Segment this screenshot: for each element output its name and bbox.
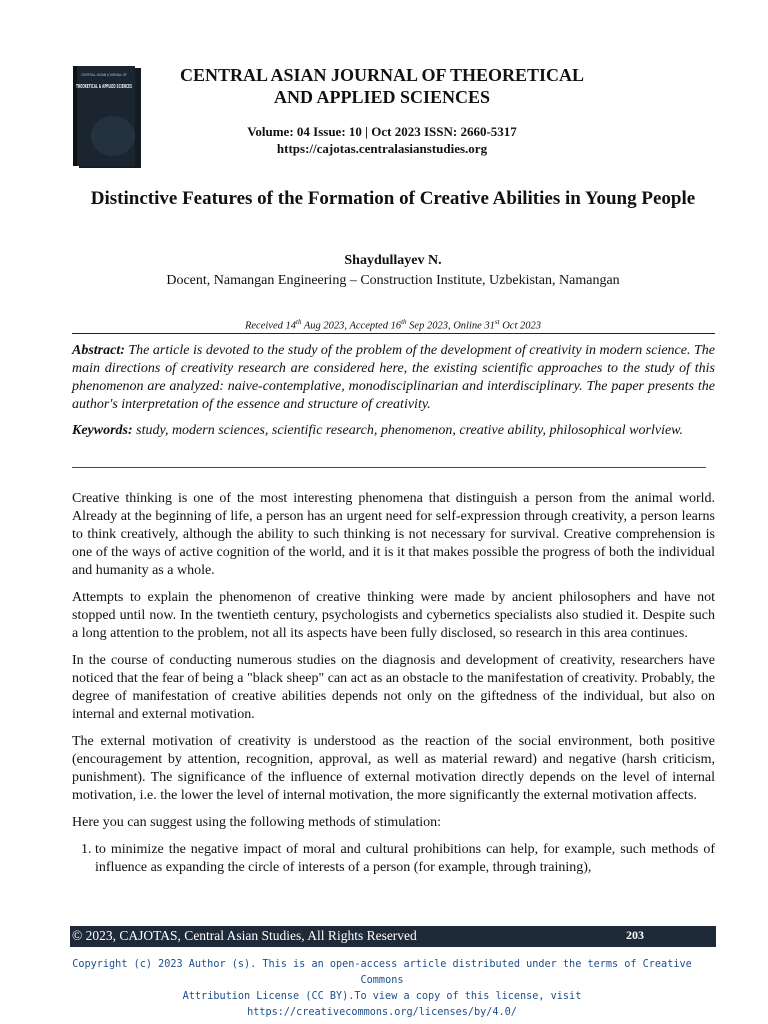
body-paragraph: The external motivation of creativity is understood as the reaction of the social environment, both positive (encouragement by attention, recognition, approval, as well as material reward) and negative (harsh criticism, punishment). The significance of the influence of external motivation directly depends on the level of internal motivation, i.e. the lower the level of internal motivation, the more significantly the external motivation affects. bbox=[72, 734, 715, 803]
abstract bbox=[72, 342, 715, 414]
journal-title-line1: CENTRAL ASIAN JOURNAL OF THEORETICAL bbox=[179, 65, 585, 85]
journal-issue: Volume: 04 Issue: 10 | Oct 2023 ISSN: 2660-5317 bbox=[247, 124, 517, 139]
body-paragraph: Here you can suggest using the following methods of stimulation: bbox=[72, 815, 442, 830]
header-divider bbox=[72, 333, 715, 334]
page-number: 203 bbox=[626, 928, 644, 942]
body-paragraph: Creative thinking is one of the most interesting phenomena that distinguish a person from the animal world. Already at the beginning of life, a person has an urgent need for self-expression through creativity, a person learns to think creatively, although the ability to such thinking is not necessary for survival. Creative comprehension is one of the ways of active cognition of the world, and it is it that makes possible the progress of both the individual and humanity as a whole. bbox=[72, 491, 715, 578]
journal-url[interactable]: https://cajotas.centralasianstudies.org bbox=[276, 141, 488, 156]
received-dates bbox=[80, 318, 706, 332]
keywords-divider bbox=[72, 467, 706, 468]
license-line2[interactable]: Attribution License (CC BY).To view a copy of this license, visit https://creativecommons.org/licenses/by/4.0/ bbox=[182, 991, 582, 1018]
footer-bar bbox=[70, 926, 716, 947]
article-title: Distinctive Features of the Formation of Creative Abilities in Young People bbox=[90, 188, 696, 209]
keywords-label: Keywords: bbox=[72, 423, 133, 438]
body-paragraph: In the course of conducting numerous studies on the diagnosis and development of creativity, researchers have noticed that the fear of being a "black sheep" can act as an obstacle to the manifestation of creativity. Probably, the degree of manifestation of creative abilities depends not only on the giftedness of the individual, but also on internal and external motivation. bbox=[72, 653, 715, 722]
cover-text-small: CENTRAL ASIAN JOURNAL OF bbox=[80, 73, 128, 77]
abstract-text: The article is devoted to the study of the problem of the development of creativity in modern science. The main directions of creativity research are considered here, the existing scientific approaches to the study of this phenomenon are analyzed: naive-contemplative, monodisciplinarian and interdisciplinary. The paper presents the author's interpretation of the essence and structure of creativity. bbox=[72, 343, 715, 412]
online-sup: st bbox=[494, 318, 500, 326]
author-name: Shaydullayev N. bbox=[344, 253, 442, 268]
author-affiliation: Docent, Namangan Engineering – Construction Institute, Uzbekistan, Namangan bbox=[166, 273, 620, 288]
received-sup: th bbox=[296, 318, 302, 326]
svg-text:THEORETICAL & APPLIED SCIENCES bbox=[76, 84, 132, 90]
cover-text-main: THEORETICAL & APPLIED SCIENCES bbox=[76, 84, 133, 90]
accepted-text: Aug 2023, Accepted 16 bbox=[301, 320, 402, 332]
license-notice bbox=[70, 957, 694, 1021]
journal-cover-image bbox=[73, 66, 141, 168]
list-item: 1. to minimize the negative impact of moral and cultural prohibitions can help, for example, such methods of influence as expanding the circle of interests of a person (for example, through training), bbox=[95, 841, 715, 877]
journal-title bbox=[160, 64, 604, 108]
received-suffix: Oct 2023 bbox=[499, 320, 542, 332]
journal-title-line2: AND APPLIED SCIENCES bbox=[273, 87, 491, 107]
keywords-text: study, modern sciences, scientific research, phenomenon, creative ability, philosophical worlview. bbox=[132, 423, 683, 438]
footer-copyright: © 2023, CAJOTAS, Central Asian Studies, All Rights Reserved bbox=[72, 928, 417, 943]
abstract-label: Abstract: bbox=[72, 343, 125, 358]
body-paragraph: Attempts to explain the phenomenon of creative thinking were made by ancient philosophers and have not stopped until now. In the twentieth century, psychologists and cybernetics specialists also studied it. Despite such a long attention to the problem, not all its aspects have been fully disclosed, so research in this area continues. bbox=[72, 590, 715, 641]
license-line1: Copyright (c) 2023 Author (s). This is an open-access article distributed under the terms of Creative Commons bbox=[72, 959, 692, 986]
methods-list bbox=[72, 841, 715, 877]
article-body bbox=[72, 490, 715, 877]
accepted-sup: th bbox=[401, 318, 407, 326]
received-prefix: Received 14 bbox=[244, 320, 296, 332]
keywords bbox=[72, 422, 715, 440]
online-text: Sep 2023, Online 31 bbox=[406, 320, 495, 332]
journal-meta bbox=[160, 123, 604, 157]
